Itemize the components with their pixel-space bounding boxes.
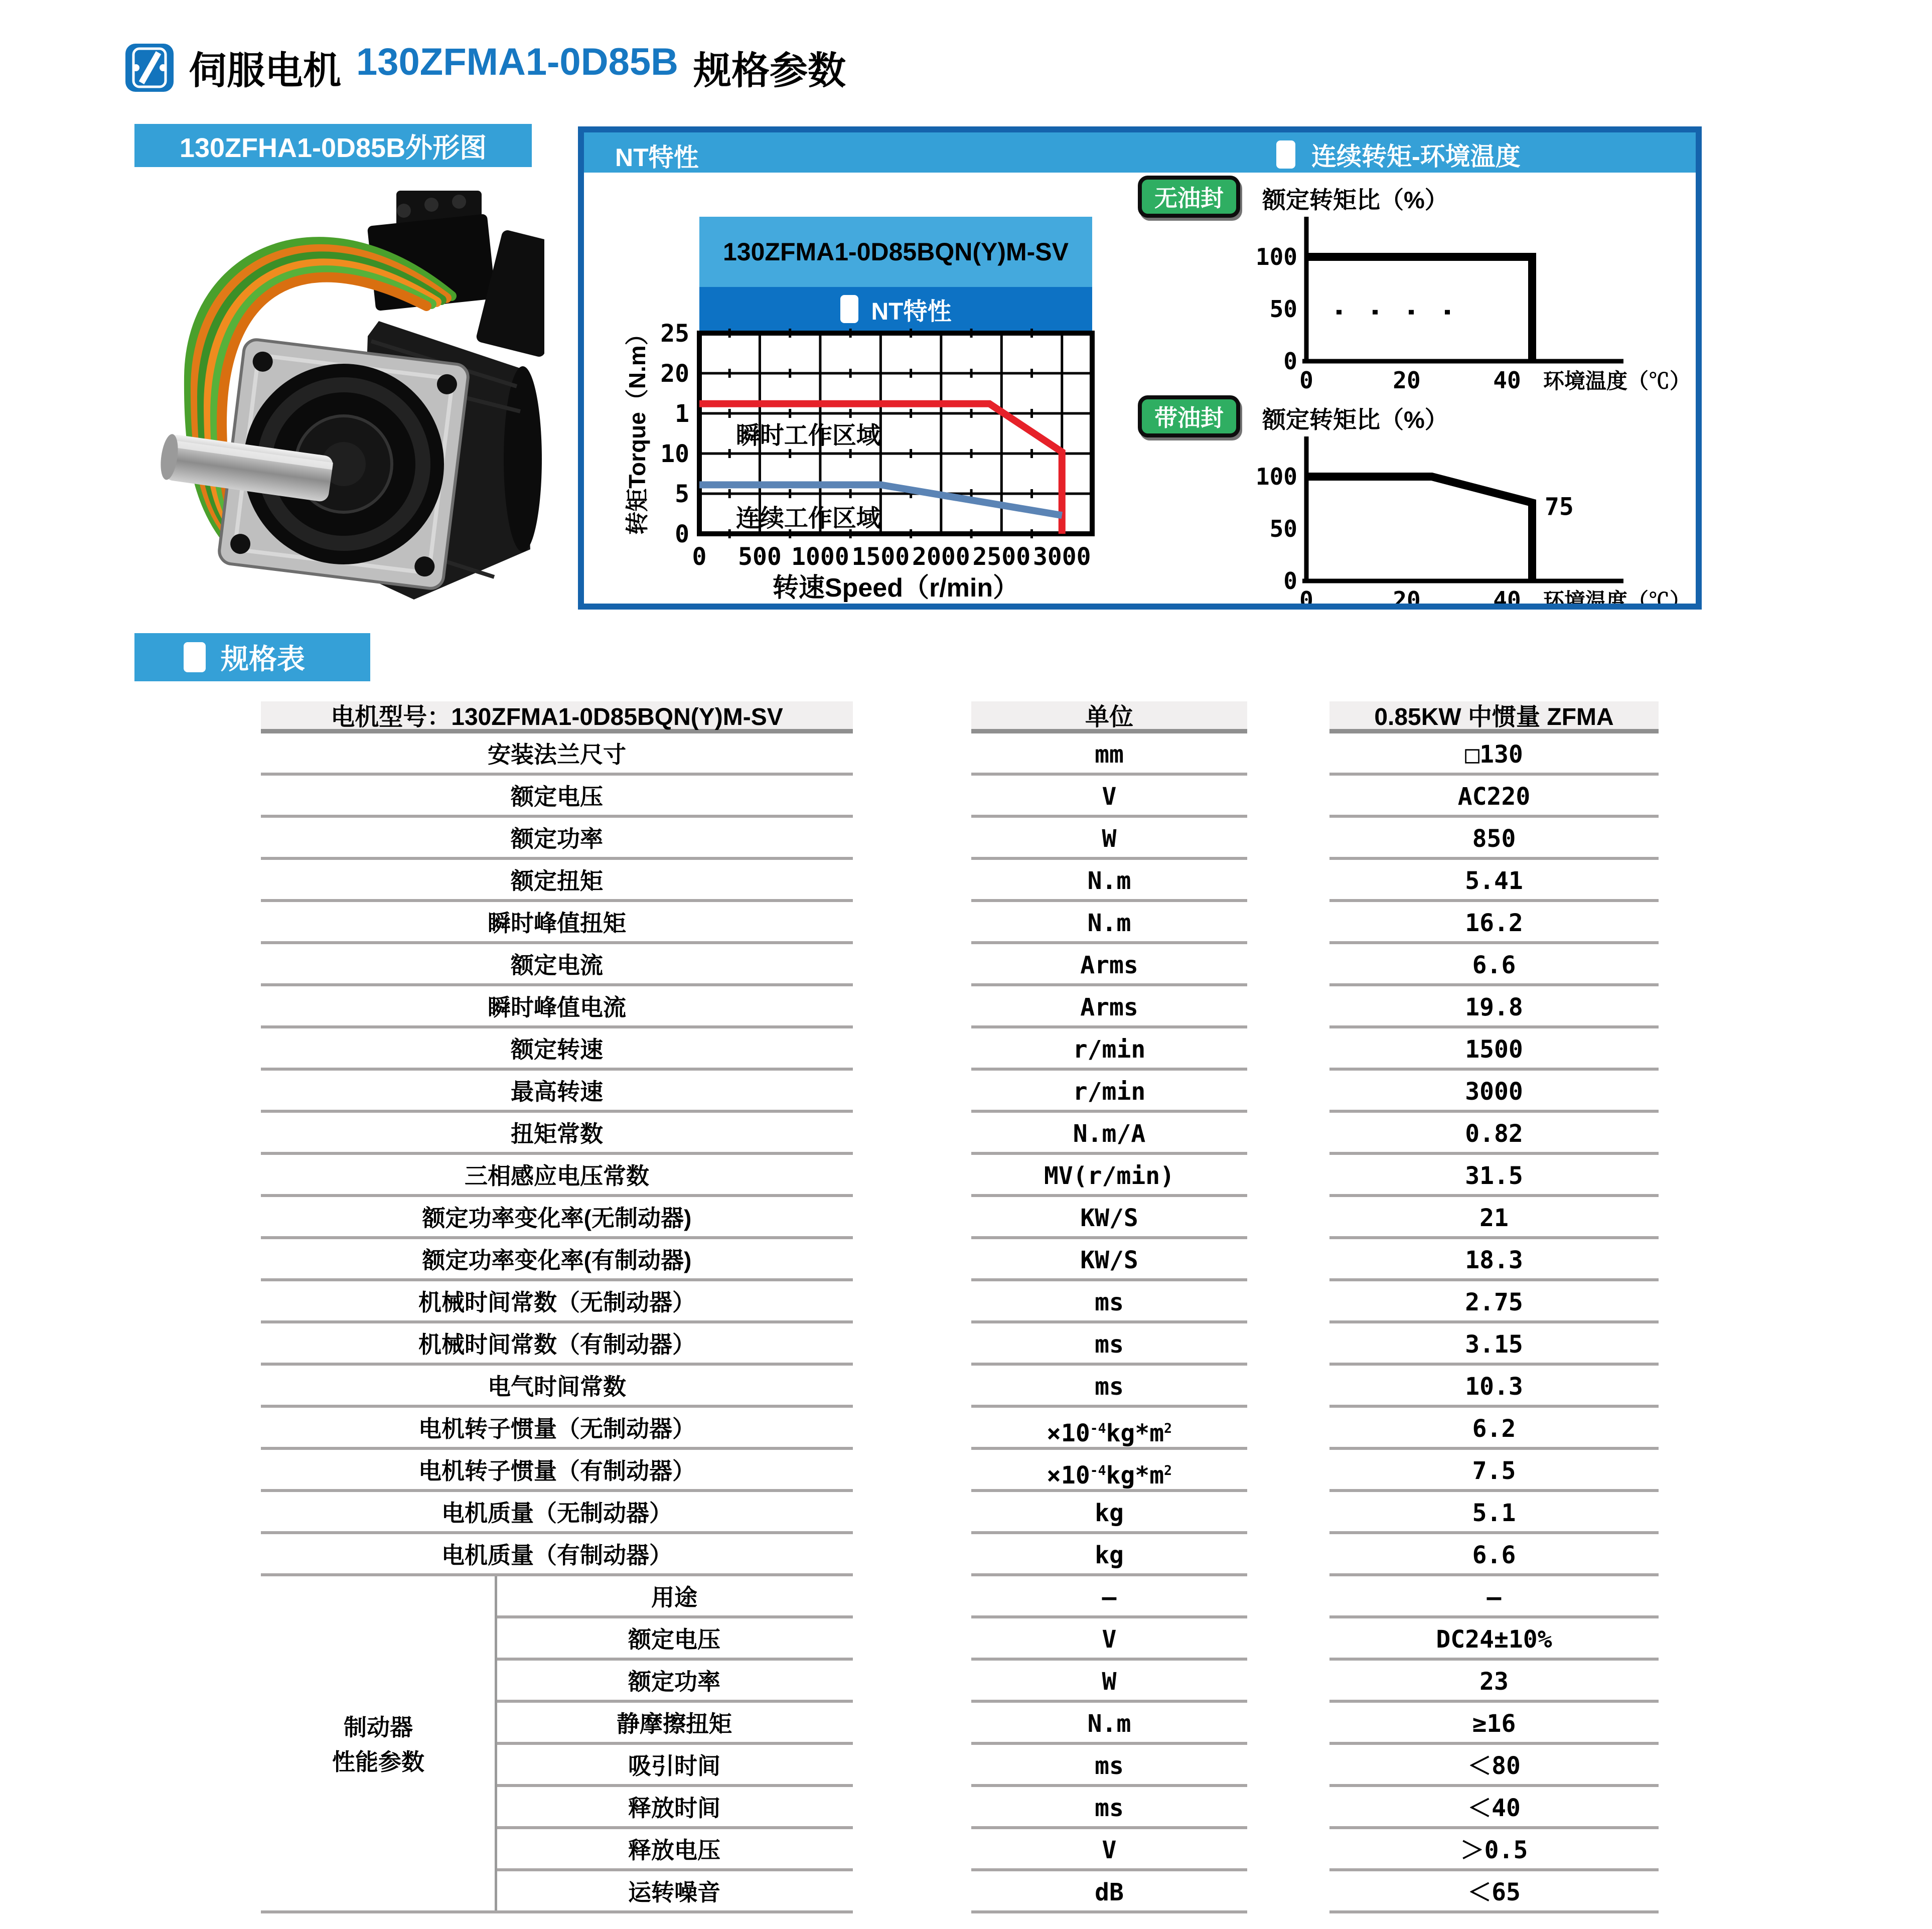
section-marker-icon: [1276, 140, 1295, 169]
spec-row-unit: ms: [971, 1281, 1247, 1323]
spec-row-label: 机械时间常数（有制动器）: [261, 1323, 853, 1366]
spec-row-label: 额定功率: [496, 1661, 853, 1703]
temp-section-title: 连续转矩-环境温度: [1311, 142, 1521, 171]
spec-row-label: 释放电压: [496, 1829, 853, 1871]
spec-row-label: 瞬时峰值扭矩: [261, 902, 853, 944]
spec-row-value: DC24±10%: [1329, 1618, 1659, 1661]
svg-text:瞬时工作区域: 瞬时工作区域: [735, 422, 880, 450]
spec-row-label: 运转噪音: [496, 1871, 853, 1913]
torque-ratio-label-2: 额定转矩比（%）: [1262, 406, 1448, 433]
seal-with-badge: 带油封: [1138, 395, 1240, 437]
spec-row-unit: V: [971, 1829, 1247, 1871]
spec-row-unit: W: [971, 1661, 1247, 1703]
seal-none-badge: 无油封: [1138, 176, 1240, 218]
spec-row-unit: $\times 10^{-4}kg*m^2$: [971, 1408, 1247, 1450]
servo-motor-photo: [143, 176, 544, 612]
spec-row-value: AC220: [1329, 776, 1659, 818]
nt-marker-icon: [840, 295, 858, 323]
svg-text:50: 50: [1269, 515, 1297, 542]
nt-section-title: NT特性: [615, 143, 699, 172]
spec-header-value: 0.85KW 中惯量 ZFMA: [1329, 701, 1659, 733]
spec-row-unit: $\times 10^{-4}kg*m^2$: [971, 1450, 1247, 1492]
spec-row-unit: dB: [971, 1871, 1247, 1913]
svg-text:0: 0: [1283, 567, 1297, 595]
spec-row-label: 三相感应电压常数: [261, 1155, 853, 1197]
spec-row-value: 3.15: [1329, 1323, 1659, 1366]
svg-text:500: 500: [738, 543, 782, 571]
svg-text:100: 100: [1255, 243, 1297, 270]
spec-header-model: 电机型号：130ZFMA1-0D85BQN(Y)M-SV: [261, 701, 853, 733]
spec-row-value: 21: [1329, 1197, 1659, 1239]
svg-text:转速Speed（r/min）: 转速Speed（r/min）: [772, 573, 1019, 603]
characteristics-panel: [578, 126, 1702, 614]
svg-text:1000: 1000: [791, 543, 849, 571]
spec-marker-icon: [184, 642, 206, 672]
spec-badge-label: 规格表: [221, 643, 305, 675]
table-bottom-line: [261, 1910, 853, 1913]
spec-row-label: 电机转子惯量（无制动器）: [261, 1408, 853, 1450]
spec-row-label: 额定功率变化率(无制动器): [261, 1197, 853, 1239]
spec-row-label: 额定扭矩: [261, 860, 853, 902]
spec-row-value: 18.3: [1329, 1239, 1659, 1281]
spec-row-label: 最高转速: [261, 1071, 853, 1113]
svg-text:40: 40: [1493, 586, 1521, 614]
spec-row-label: 安装法兰尺寸: [261, 733, 853, 776]
spec-row-label: 释放时间: [496, 1787, 853, 1829]
spec-row-label: 瞬时峰值电流: [261, 986, 853, 1028]
nt-y-axis-label: 转矩Torque（N.m）: [624, 322, 650, 535]
spec-row-label: 额定电流: [261, 944, 853, 986]
spec-row-label: 电机质量（有制动器）: [261, 1534, 853, 1576]
page-title: [189, 40, 846, 95]
page-header: [125, 40, 846, 95]
page-title-model: 130ZFMA1-0D85B: [356, 41, 678, 83]
spec-row-value: 23: [1329, 1661, 1659, 1703]
svg-text:环境温度（℃）: 环境温度（℃）: [1543, 369, 1691, 393]
spec-row-unit: W: [971, 818, 1247, 860]
spec-row-unit: r/min: [971, 1028, 1247, 1071]
spec-row-value: 5.1: [1329, 1492, 1659, 1534]
spec-row-label: 电气时间常数: [261, 1366, 853, 1408]
nt-chart-title: 130ZFMA1-0D85BQN(Y)M-SV: [699, 217, 1092, 287]
panel-header-bar: [584, 132, 1696, 173]
svg-text:0: 0: [1283, 348, 1297, 375]
spec-row-unit: N.m: [971, 860, 1247, 902]
svg-text:连续工作区域: 连续工作区域: [735, 505, 880, 532]
svg-text:0: 0: [1299, 367, 1313, 394]
nt-chart-subtitle: NT特性: [871, 298, 952, 325]
spec-row-unit: N.m/A: [971, 1113, 1247, 1155]
spec-row-label: 额定功率: [261, 818, 853, 860]
spec-row-value: 0.82: [1329, 1113, 1659, 1155]
torque-ratio-label-1: 额定转矩比（%）: [1262, 187, 1448, 213]
spec-table-badge: [134, 633, 370, 681]
page-title-prefix: 伺服电机: [189, 50, 341, 92]
spec-row-unit: kg: [971, 1534, 1247, 1576]
temp-chart-no-seal: [1242, 211, 1694, 397]
spec-row-value: 3000: [1329, 1071, 1659, 1113]
spec-row-value: ＜80: [1329, 1745, 1659, 1787]
spec-row-unit: ms: [971, 1787, 1247, 1829]
svg-text:20: 20: [660, 360, 689, 388]
nt-chart: [624, 323, 1136, 610]
spec-row-unit: KW/S: [971, 1239, 1247, 1281]
spec-row-value: 850: [1329, 818, 1659, 860]
brake-group-divider: [495, 1576, 497, 1913]
spec-row-value: 1500: [1329, 1028, 1659, 1071]
spec-row-value: 10.3: [1329, 1366, 1659, 1408]
spec-row-value: 19.8: [1329, 986, 1659, 1028]
spec-row-label: 额定电压: [496, 1618, 853, 1661]
spec-row-value: ＜65: [1329, 1871, 1659, 1913]
spec-row-unit: kg: [971, 1492, 1247, 1534]
svg-text:0: 0: [1299, 586, 1313, 614]
spec-row-value: 31.5: [1329, 1155, 1659, 1197]
spec-row-label: 吸引时间: [496, 1745, 853, 1787]
spec-row-value: 6.6: [1329, 944, 1659, 986]
spec-row-unit: —: [971, 1576, 1247, 1618]
spec-row-value: 6.6: [1329, 1534, 1659, 1576]
spec-table: [261, 701, 1661, 1925]
spec-row-value: □130: [1329, 733, 1659, 776]
spec-row-value: ＞0.5: [1329, 1829, 1659, 1871]
svg-text:25: 25: [660, 323, 689, 348]
spec-header-unit: 单位: [971, 701, 1247, 733]
svg-text:100: 100: [1255, 463, 1297, 490]
page-title-suffix: 规格参数: [693, 50, 846, 92]
spec-row-label: 额定电压: [261, 776, 853, 818]
spec-row-value: ＜40: [1329, 1787, 1659, 1829]
spec-row-label: 电机转子惯量（有制动器）: [261, 1450, 853, 1492]
spec-row-label: 静摩擦扭矩: [496, 1703, 853, 1745]
svg-text:5: 5: [675, 480, 689, 508]
spec-row-label: 扭矩常数: [261, 1113, 853, 1155]
spec-row-label: 用途: [496, 1576, 853, 1618]
spec-row-label: 机械时间常数（无制动器）: [261, 1281, 853, 1323]
spec-row-unit: V: [971, 776, 1247, 818]
spec-row-value: ≥16: [1329, 1703, 1659, 1745]
svg-text:0: 0: [675, 520, 689, 548]
svg-text:1500: 1500: [851, 543, 910, 571]
svg-text:环境温度（℃）: 环境温度（℃）: [1543, 589, 1691, 613]
motor-brand-icon: [125, 44, 174, 92]
spec-row-value: 5.41: [1329, 860, 1659, 902]
spec-row-unit: N.m: [971, 1703, 1247, 1745]
spec-row-label: 电机质量（无制动器）: [261, 1492, 853, 1534]
spec-row-unit: MV(r/min): [971, 1155, 1247, 1197]
brake-group-label: 制动器 性能参数: [332, 1714, 424, 1775]
svg-text:2500: 2500: [972, 543, 1031, 571]
svg-text:20: 20: [1393, 586, 1421, 614]
svg-text:10: 10: [660, 440, 689, 468]
svg-text:20: 20: [1393, 367, 1421, 394]
spec-row-unit: N.m: [971, 902, 1247, 944]
spec-row-unit: V: [971, 1618, 1247, 1661]
spec-row-value: 7.5: [1329, 1450, 1659, 1492]
spec-row-unit: Arms: [971, 944, 1247, 986]
spec-row-value: 2.75: [1329, 1281, 1659, 1323]
svg-text:2000: 2000: [912, 543, 970, 571]
spec-row-value: 6.2: [1329, 1408, 1659, 1450]
svg-text:3000: 3000: [1032, 543, 1091, 571]
svg-text:1: 1: [675, 400, 689, 428]
spec-row-unit: mm: [971, 733, 1247, 776]
spec-row-unit: KW/S: [971, 1197, 1247, 1239]
spec-row-unit: ms: [971, 1366, 1247, 1408]
spec-row-unit: ms: [971, 1323, 1247, 1366]
svg-text:40: 40: [1493, 367, 1521, 394]
spec-row-value: 16.2: [1329, 902, 1659, 944]
spec-row-value: —: [1329, 1576, 1659, 1618]
svg-text:0: 0: [692, 543, 707, 571]
outline-banner: 130ZFHA1-0D85B外形图: [134, 124, 532, 167]
spec-row-unit: ms: [971, 1745, 1247, 1787]
temp-chart-with-seal: [1242, 430, 1694, 614]
spec-row-label: 额定转速: [261, 1028, 853, 1071]
svg-text:75: 75: [1545, 493, 1574, 521]
spec-row-label: 额定功率变化率(有制动器): [261, 1239, 853, 1281]
svg-text:50: 50: [1269, 295, 1297, 323]
spec-row-unit: Arms: [971, 986, 1247, 1028]
spec-row-unit: r/min: [971, 1071, 1247, 1113]
